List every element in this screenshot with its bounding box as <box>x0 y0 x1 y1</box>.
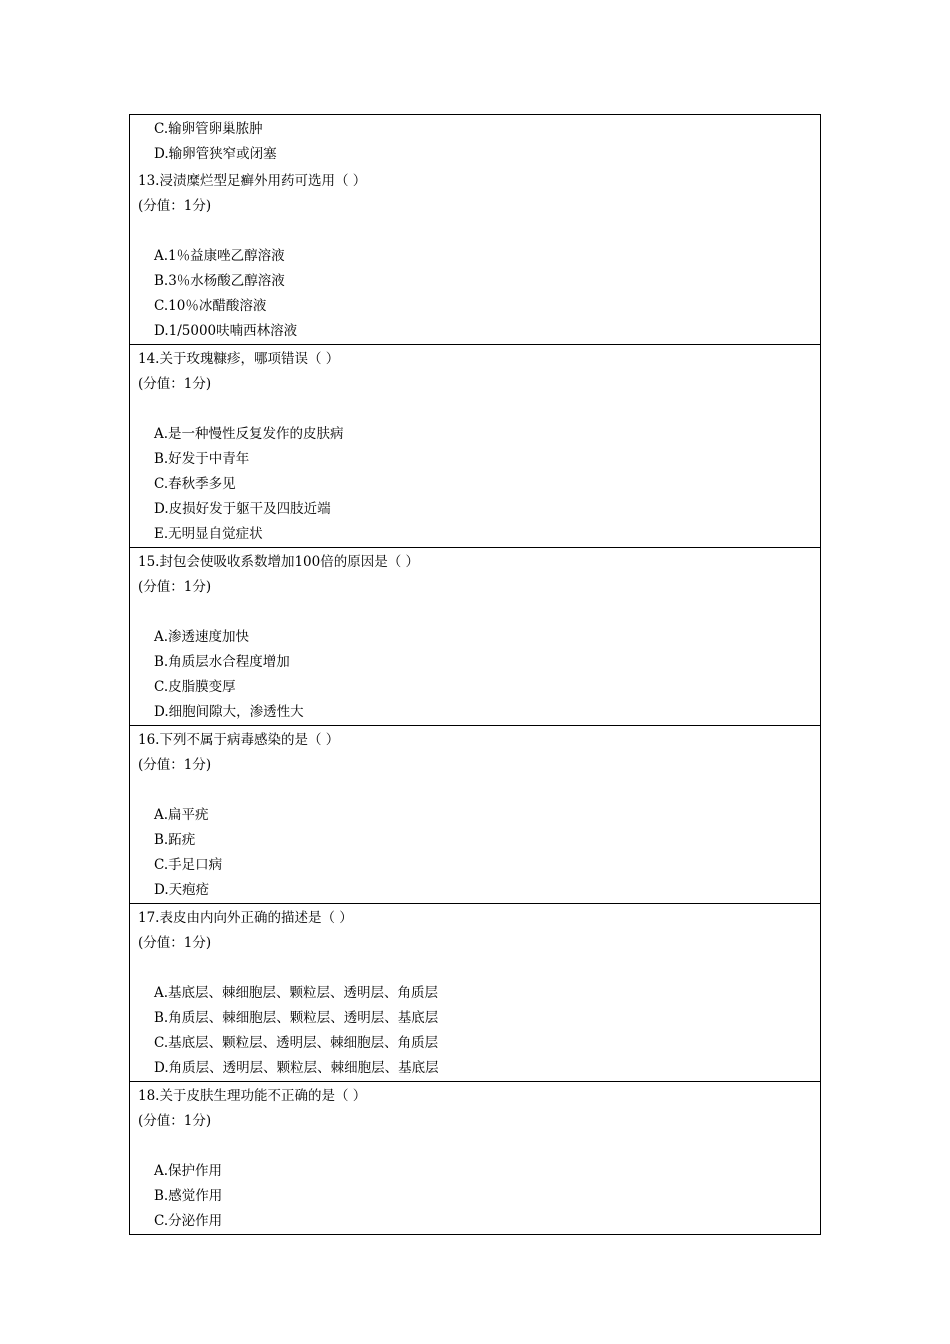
question-block <box>130 903 820 1081</box>
question-score: (分值：1分) <box>138 757 212 773</box>
option-a: A.1％益康唑乙醇溶液 <box>154 248 285 264</box>
option-d: D.角质层、透明层、颗粒层、棘细胞层、基底层 <box>154 1060 439 1076</box>
option-c: C.10％冰醋酸溶液 <box>154 298 267 314</box>
option-d: D.皮损好发于躯干及四肢近端 <box>154 501 331 517</box>
question-text: 18.关于皮肤生理功能不正确的是（ ） <box>138 1088 367 1104</box>
question-block <box>130 547 820 725</box>
question-text: 14.关于玫瑰糠疹，哪项错误（ ） <box>138 351 340 367</box>
question-block <box>130 725 820 903</box>
question-text: 17.表皮由内向外正确的描述是（ ） <box>138 910 353 926</box>
option-a: A.基底层、棘细胞层、颗粒层、透明层、角质层 <box>154 985 439 1001</box>
option-d: D.天疱疮 <box>154 882 210 898</box>
spacer <box>130 1134 820 1159</box>
option-b: B.角质层、棘细胞层、颗粒层、透明层、基底层 <box>154 1010 439 1026</box>
option-d: D.细胞间隙大，渗透性大 <box>154 704 304 720</box>
question-text: 15.封包会使吸收系数增加100倍的原因是（ ） <box>138 554 420 570</box>
question-block <box>130 167 820 344</box>
option-c: C.输卵管卵巢脓肿 <box>154 121 263 137</box>
option-c: C.基底层、颗粒层、透明层、棘细胞层、角质层 <box>154 1035 439 1051</box>
question-table <box>129 114 821 1235</box>
option-a: A.是一种慢性反复发作的皮肤病 <box>154 426 344 442</box>
question-score: (分值：1分) <box>138 1113 212 1129</box>
question-score: (分值：1分) <box>138 935 212 951</box>
continued-question-block <box>130 115 820 167</box>
option-b: B.好发于中青年 <box>154 451 250 467</box>
question-text: 16.下列不属于病毒感染的是（ ） <box>138 732 340 748</box>
option-a: A.扁平疣 <box>154 807 209 823</box>
spacer <box>130 778 820 803</box>
option-b: B.跖疣 <box>154 832 196 848</box>
option-c: C.分泌作用 <box>154 1213 223 1229</box>
option-c: C.春秋季多见 <box>154 476 236 492</box>
option-c: C.手足口病 <box>154 857 223 873</box>
spacer <box>130 956 820 981</box>
option-d: D.1/5000呋喃西林溶液 <box>154 323 298 339</box>
option-b: B.3％水杨酸乙醇溶液 <box>154 273 285 289</box>
question-text: 13.浸渍糜烂型足癣外用药可选用（ ） <box>138 173 367 189</box>
question-block <box>130 1081 820 1234</box>
option-b: B.角质层水合程度增加 <box>154 654 290 670</box>
option-c: C.皮脂膜变厚 <box>154 679 236 695</box>
question-score: (分值：1分) <box>138 198 212 214</box>
option-b: B.感觉作用 <box>154 1188 223 1204</box>
question-score: (分值：1分) <box>138 579 212 595</box>
question-block <box>130 344 820 547</box>
question-score: (分值：1分) <box>138 376 212 392</box>
option-d: D.输卵管狭窄或闭塞 <box>154 146 277 162</box>
spacer <box>130 600 820 625</box>
spacer <box>130 397 820 422</box>
option-e: E.无明显自觉症状 <box>154 526 263 542</box>
spacer <box>130 219 820 244</box>
option-a: A.保护作用 <box>154 1163 223 1179</box>
option-a: A.渗透速度加快 <box>154 629 250 645</box>
